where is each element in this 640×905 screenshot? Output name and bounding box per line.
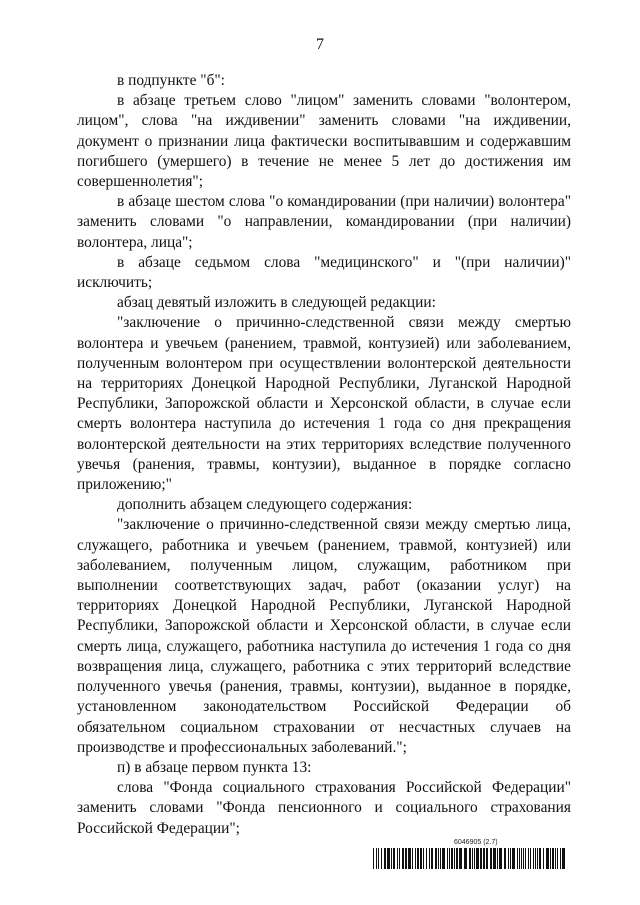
paragraph: "заключение о причинно-следственной связи между смертью волонтера и увечьем (ранением, травмой, контузией) или заболеванием, полученным волонтером при осуществлении волонтерской деятельности на территориях Донецкой Народной Республики, Луганской Народной Республики, Запорожской области и Херсонской области, в случае если смерть волонтера наступила до истечения 1 года со дня прекращения волонтерской деятельности на этих территориях вследствие полученного увечья (ранения, травмы, контузии), выданное в порядке согласно приложению;": [77, 314, 571, 494]
paragraph: в подпункте "б":: [117, 72, 225, 89]
paragraph: дополнить абзацем следующего содержания:: [117, 496, 413, 514]
page-number: 7: [316, 36, 324, 53]
paragraph: в абзаце третьем слово "лицом" заменить словами "волонтером, лицом", слова "на иждивении" заменить словами "на иждивении, документ о признании лица фактически воспитывавшим и содержавшим погибшего (умершего) в течение не менее 5 лет до достижения им совершеннолетия";: [77, 92, 571, 191]
paragraph: абзац девятый изложить в следующей редакции:: [117, 294, 436, 312]
paragraph: слова "Фонда социального страхования Российской Федерации" заменить словами "Фонда пенсионного и социального страхования Российской Федерации";: [77, 779, 571, 837]
paragraph: в абзаце шестом слова "о командировании (при наличии) волонтера" заменить словами "о направлении, командировании (при наличии) волонтера, лица";: [77, 193, 571, 251]
document-code: 6046905 (2.7): [454, 839, 498, 846]
document-body: [77, 71, 571, 839]
paragraph: п) в абзаце первом пункта 13:: [117, 758, 312, 776]
barcode: [373, 848, 565, 869]
paragraph: в абзаце седьмом слова "медицинского" и "(при наличии)" исключить;: [77, 253, 571, 292]
paragraph: "заключение о причинно-следственной связи между смертью лица, служащего, работника и увечьем (ранением, травмой, контузией) или заболеванием, полученным лицом, служащим, работником при выполнении соответствующих задач, работ (оказании услуг) на территориях Донецкой Народной Республики, Луганской Народной Республики, Запорожской области и Херсонской области, в случае если смерть лица, служащего, работника наступила до истечения 1 года со дня возвращения лица, служащего, работника с этих территорий вследствие полученного увечья (ранения, травмы, контузии), выданное в порядке, установленном законодательством Российской Федерации об обязательном социальном страховании от несчастных случаев на производстве и профессиональных заболеваний.";: [77, 516, 571, 756]
